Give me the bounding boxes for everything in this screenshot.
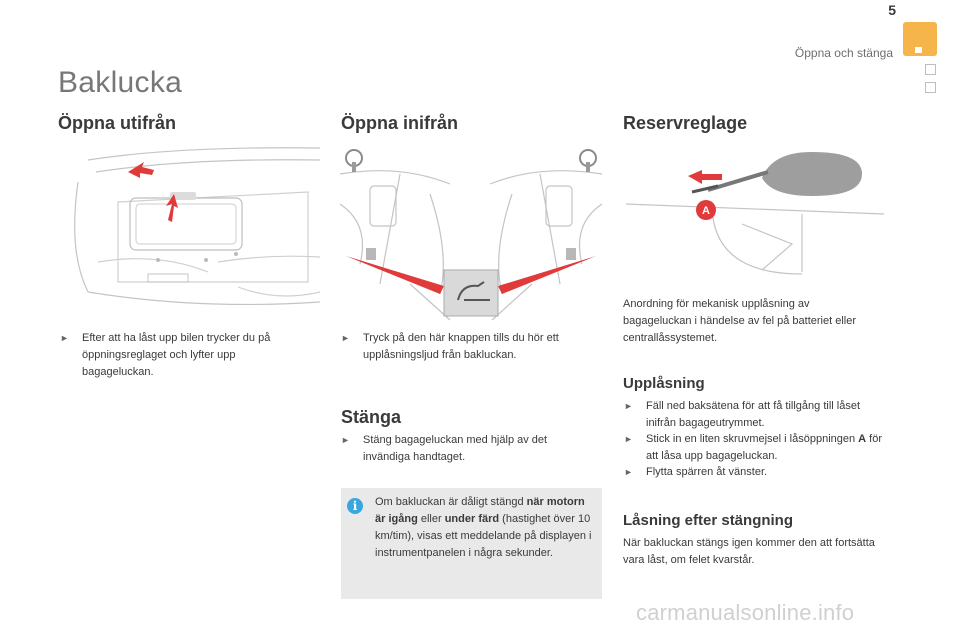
chapter-tab-empty[interactable] — [925, 64, 936, 75]
bullet-mark-icon: ► — [624, 401, 633, 411]
lock-after-close-text: När bakluckan stängs igen kommer den att fortsätta vara låst, om felet kvarstår. — [623, 537, 875, 566]
heading-open-outside: Öppna utifrån — [58, 113, 176, 133]
emergency-intro: Anordning för mekanisk upplåsning av bagageluckan i händelse av fel på batteriet eller centrallåssystemet. — [623, 298, 856, 344]
heading-emergency-control: Reservreglage — [623, 113, 748, 133]
page-number: 5 — [888, 2, 896, 18]
heading-unlock: Upplåsning — [623, 375, 705, 392]
info-text: Om bakluckan är dåligt stängd när motorn är igång eller under färd (hastighet över 10 km/tim), visas ett meddelande på displayen i instrumentpanelen i några sekunder. — [375, 496, 592, 559]
watermark: carmanualsonline.info — [636, 600, 855, 625]
illustration-tailgate-exterior — [58, 142, 320, 320]
illustration-emergency-lock — [622, 144, 888, 276]
bullet-mark-icon: ► — [341, 435, 350, 445]
heading-close: Stänga — [341, 407, 402, 427]
heading-lock-after-close: Låsning efter stängning — [623, 512, 794, 529]
callout-label-a: A — [702, 205, 710, 217]
bullet-mark-icon: ► — [624, 467, 633, 477]
chapter-tab-empty[interactable] — [925, 82, 936, 93]
heading-open-inside: Öppna inifrån — [341, 113, 458, 133]
bullet-mark-icon: ► — [341, 333, 350, 343]
chapter-tab[interactable] — [903, 22, 937, 56]
bullet-open-outside: ► Efter att ha låst upp bilen trycker du på öppningsreglaget och lyfter upp bagageluckan. — [60, 332, 271, 378]
bullet-unlock-1: ► Fäll ned baksätena för att få tillgång till låset inifrån bagageutrymmet. — [624, 400, 861, 429]
bullet-unlock-3: ► Flytta spärren åt vänster. — [624, 464, 884, 481]
page-title: Baklucka — [58, 66, 183, 99]
bullet-unlock-2: ► Stick in en liten skruvmejsel i låsöppningen A för att låsa upp bagageluckan. — [624, 433, 883, 462]
info-box — [341, 488, 602, 599]
illustration-cabin-button — [340, 144, 602, 322]
bullet-close: ► Stäng bagageluckan med hjälp av det invändiga handtaget. — [341, 434, 548, 463]
section-header: Öppna och stänga — [794, 46, 893, 60]
bullet-open-inside: ► Tryck på den här knappen tills du hör ett upplåsningsljud från bakluckan. — [341, 332, 559, 361]
bullet-mark-icon: ► — [60, 333, 69, 343]
bullet-mark-icon: ► — [624, 434, 633, 444]
info-icon: i — [347, 498, 363, 514]
